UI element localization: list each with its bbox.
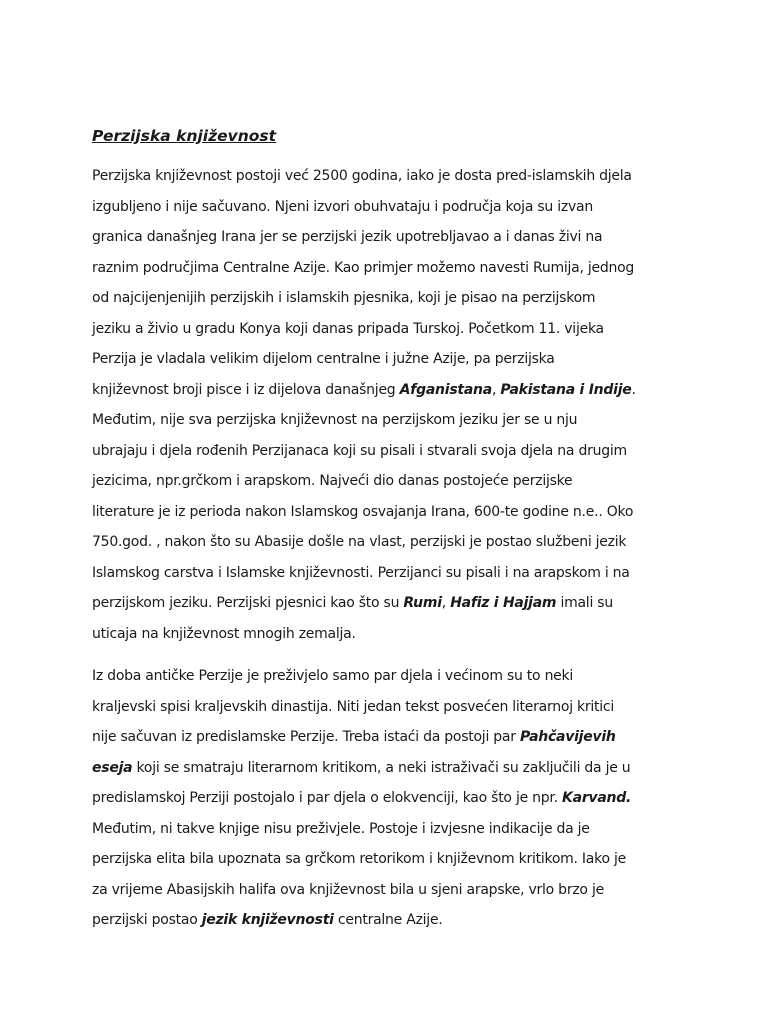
text-segment: perzijska elita bila upoznata sa grčkom retorikom i književnom kritikom. Iako je — [92, 851, 627, 867]
text-segment: Perzija je vladala velikim dijelom centralne i južne Azije, pa perzijska — [92, 351, 555, 367]
emphasized-text: Hafiz i Hajjam — [450, 595, 557, 611]
text-line — [92, 161, 692, 192]
text-segment: Perzijska književnost postoji već 2500 godina, iako je dosta pred-islamskih djela — [92, 168, 632, 184]
text-line — [92, 283, 692, 314]
text-line — [92, 844, 692, 875]
text-line — [92, 692, 692, 723]
text-segment: Međutim, ni takve knjige nisu preživjele. Postoje i izvjesne indikacije da je — [92, 820, 590, 837]
text-segment: 750.god. , nakon što su Abasije došle na vlast, perzijski je postao službeni jezik — [92, 534, 627, 550]
emphasized-text: jezik književnosti — [201, 912, 334, 928]
text-line — [92, 753, 692, 784]
text-line — [92, 314, 692, 345]
text-line — [92, 619, 692, 650]
text-segment: perzijski postao — [92, 912, 202, 928]
document-title: Perzijska književnost — [92, 127, 277, 145]
text-segment: centralne Azije. — [333, 912, 443, 928]
emphasized-text: Afganistana — [399, 381, 492, 398]
text-line — [92, 405, 692, 436]
text-line — [92, 661, 692, 692]
text-segment: . — [631, 381, 636, 398]
text-line — [92, 814, 692, 845]
text-segment: koji se smatraju literarnom kritikom, a neki istraživači su zaključili da je u — [132, 759, 631, 776]
text-line — [92, 558, 692, 589]
text-segment: uticaja na književnost mnogih zemalja. — [92, 625, 356, 642]
emphasized-text: Karvand. — [562, 790, 632, 806]
text-segment: književnost broji pisce i iz dijelova današnjeg — [92, 381, 400, 398]
text-segment: perzijskom jeziku. Perzijski pjesnici kao što su — [92, 595, 404, 611]
text-line — [92, 253, 692, 284]
text-segment: jeziku a živio u gradu Konya koji danas pripada Turskoj. Početkom 11. vijeka — [92, 320, 604, 337]
text-segment: imali su — [556, 595, 613, 611]
text-line — [92, 722, 692, 753]
text-segment: literature je iz perioda nakon Islamskog osvajanja Irana, 600-te godine n.e.. Oko — [92, 503, 634, 520]
text-line — [92, 497, 692, 528]
emphasized-text: Pahčavijevih — [519, 729, 616, 745]
text-segment: Međutim, nije sva perzijska književnost na perzijskom jeziku jer se u nju — [92, 412, 578, 428]
text-segment: Iz doba antičke Perzije je preživjelo samo par djela i većinom su to neki — [92, 668, 574, 684]
text-line — [92, 375, 692, 406]
text-segment: za vrijeme Abasijskih halifa ova književnost bila u sjeni arapske, vrlo brzo je — [92, 881, 604, 898]
text-segment: raznim područjima Centralne Azije. Kao primjer možemo navesti Rumija, jednog — [92, 259, 635, 276]
text-line — [92, 466, 692, 497]
text-segment: ubrajaju i djela rođenih Perzijanaca koji su pisali i stvarali svoja djela na drugim — [92, 442, 627, 459]
text-segment: izgubljeno i nije sačuvano. Njeni izvori obuhvataju i područja koja su izvan — [92, 198, 593, 215]
text-line — [92, 222, 692, 253]
emphasized-text: eseja — [92, 759, 133, 776]
text-segment: , — [491, 381, 501, 398]
text-line — [92, 875, 692, 906]
text-line — [92, 588, 692, 619]
text-line — [92, 783, 692, 814]
paragraph-2 — [92, 661, 692, 936]
text-line — [92, 527, 692, 558]
text-segment: , — [441, 595, 451, 611]
text-segment: jezicima, npr.grčkom i arapskom. Najveći dio danas postojeće perzijske — [92, 473, 573, 489]
text-line — [92, 436, 692, 467]
text-segment: nije sačuvan iz predislamske Perzije. Treba istaći da postoji par — [92, 729, 520, 745]
text-line — [92, 192, 692, 223]
emphasized-text: Rumi — [403, 595, 442, 611]
text-segment: kraljevski spisi kraljevskih dinastija. Niti jedan tekst posvećen literarnoj kritici — [92, 698, 614, 715]
text-segment: granica današnjeg Irana jer se perzijski jezik upotrebljavao a i danas živi na — [92, 229, 603, 245]
text-segment: od najcijenjenijih perzijskih i islamskih pjesnika, koji je pisao na perzijskom — [92, 290, 596, 306]
emphasized-text: Pakistana i Indije — [500, 381, 632, 398]
text-segment: predislamskoj Perziji postojalo i par djela o elokvenciji, kao što je npr. — [92, 790, 563, 806]
paragraph-1 — [92, 161, 692, 649]
text-segment: Islamskog carstva i Islamske književnosti. Perzijanci su pisali i na arapskom i na — [92, 564, 630, 581]
text-line — [92, 905, 692, 936]
text-line — [92, 344, 692, 375]
